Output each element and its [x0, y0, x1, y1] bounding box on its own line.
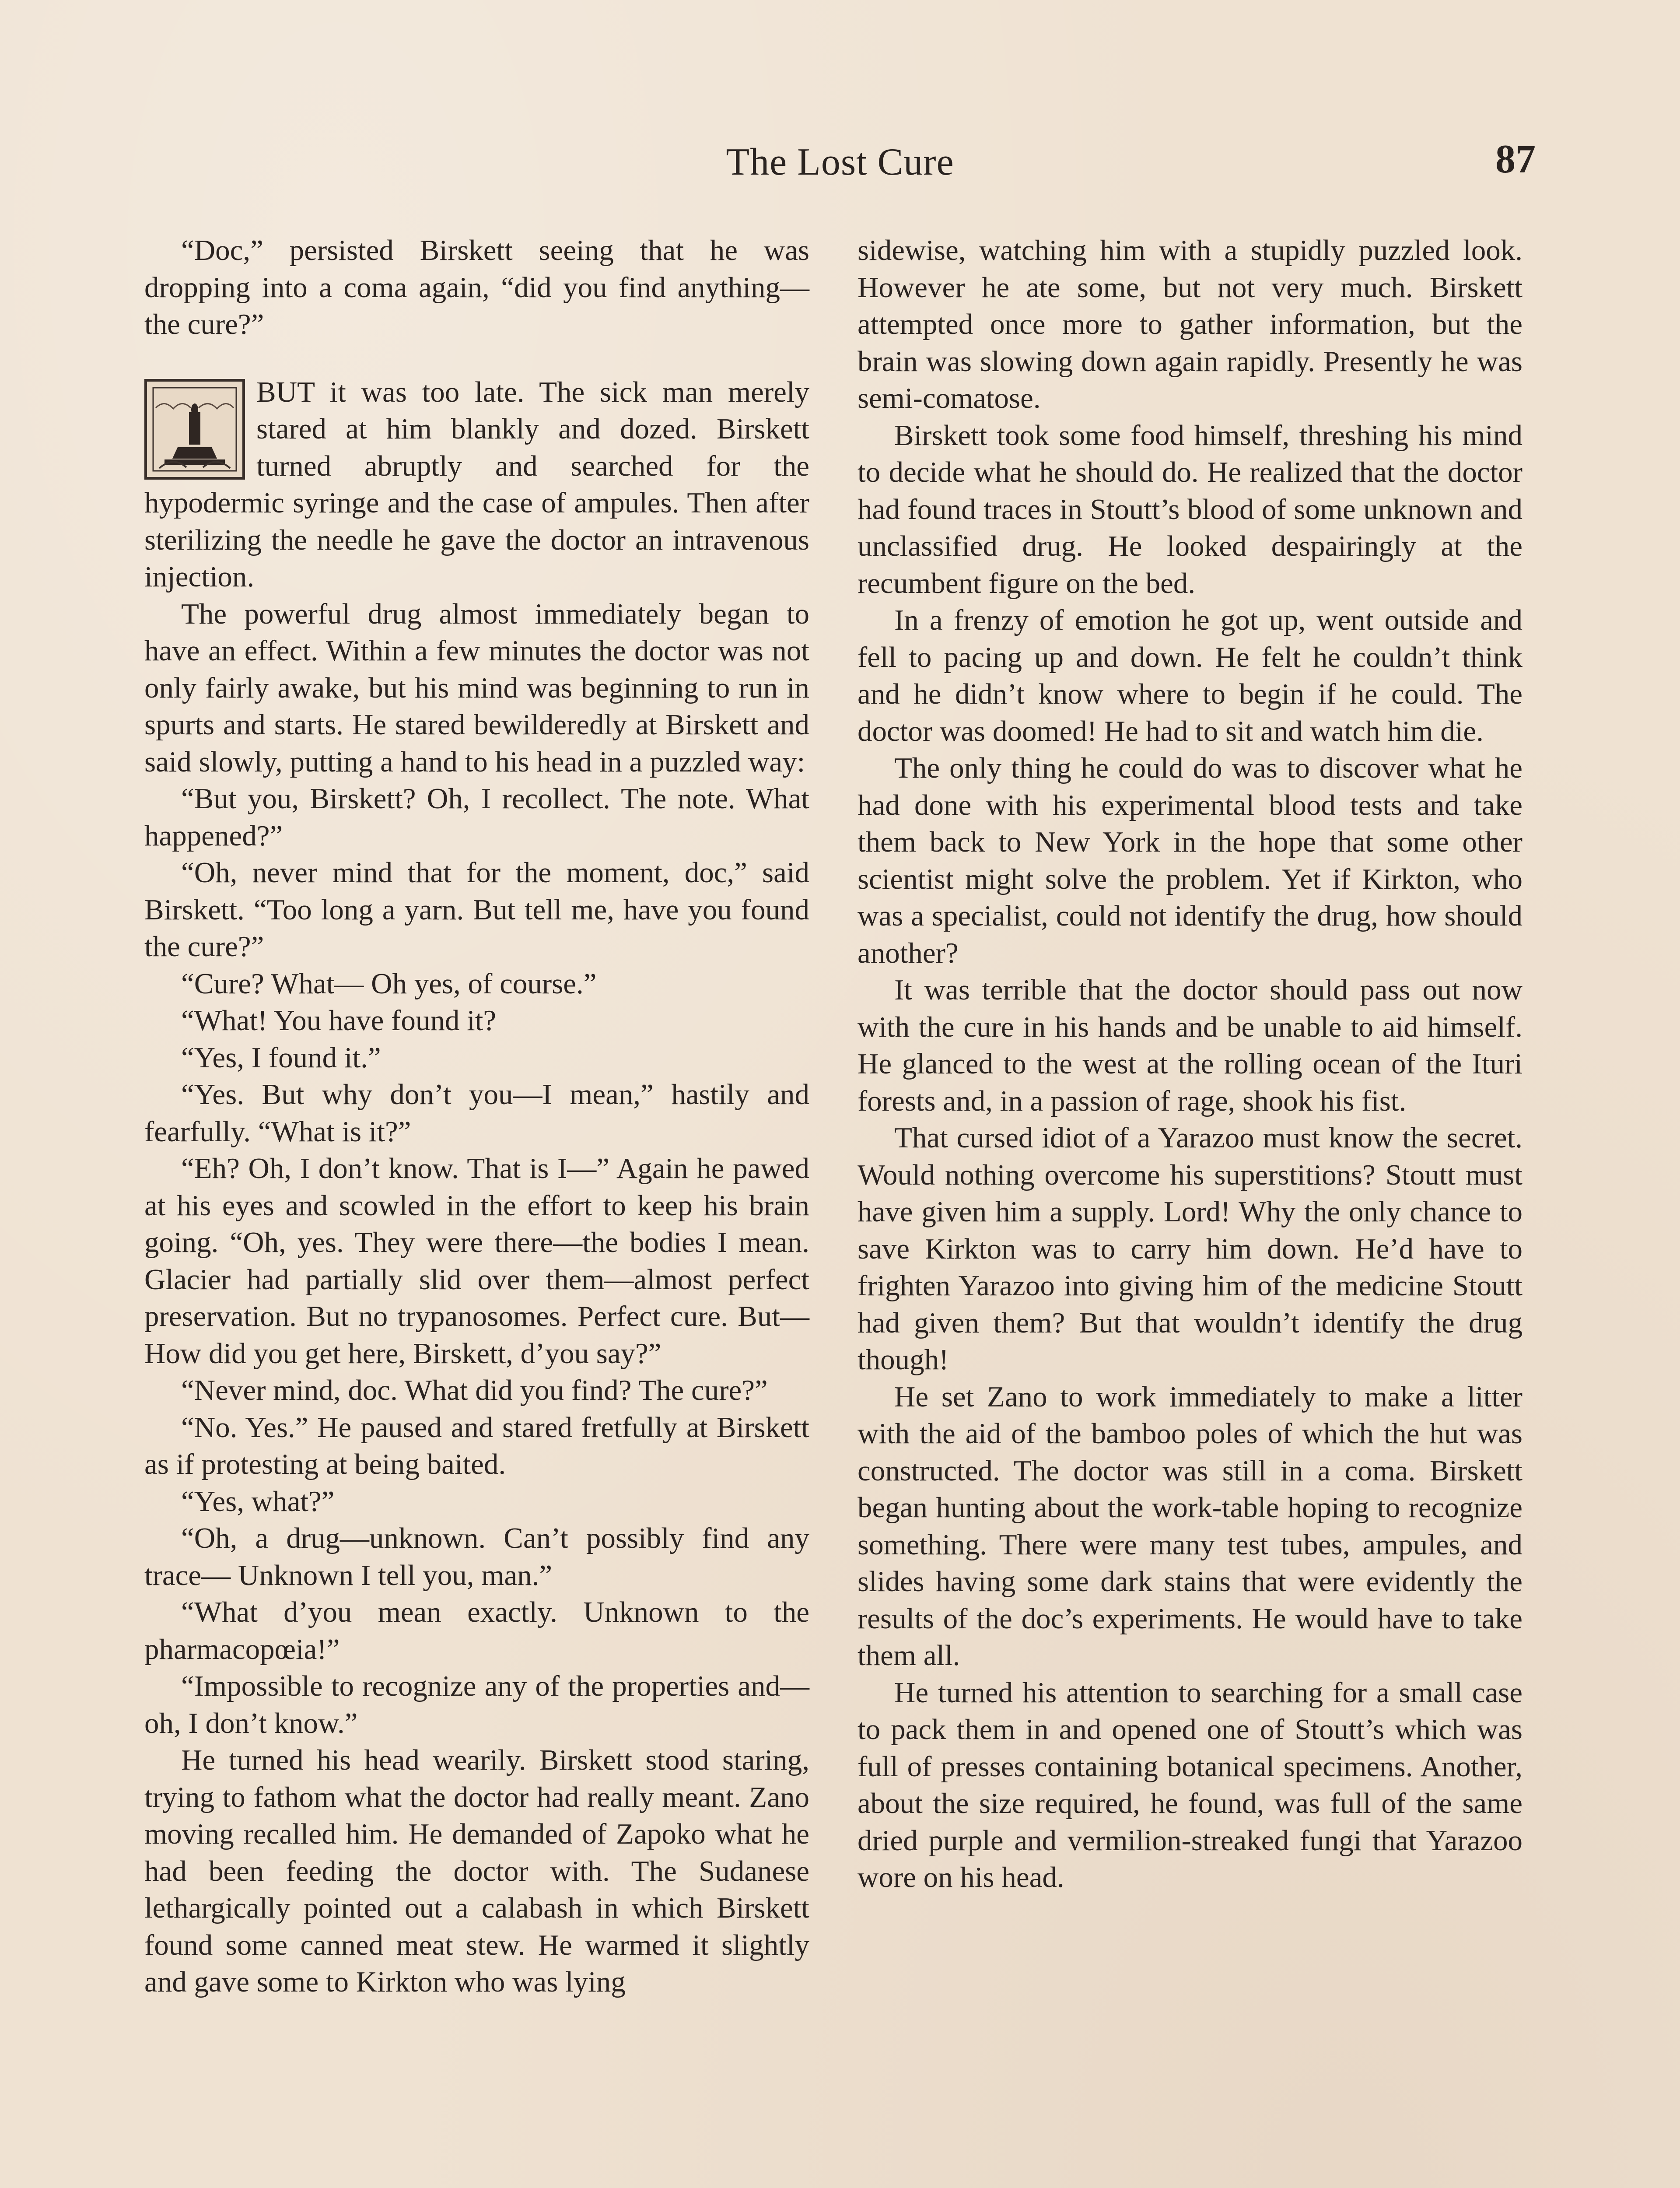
paragraph: “Impossible to recognize any of the properties and—oh, I don’t know.”	[144, 1670, 809, 1739]
paragraph-dropcap	[144, 374, 809, 596]
paragraph: Birskett took some food himself, threshing his mind to decide what he should do. He realized that the doctor had found traces in Stoutt’s blood of some unknown and unclassified drug. He looked despairingly at the recumbent figure on the bed.	[858, 419, 1522, 600]
lantern-drop-cap-icon	[144, 379, 245, 480]
paragraph: “Doc,” persisted Birskett seeing that he was dropping into a coma again, “did you find anything—the cure?”	[144, 234, 809, 340]
page-number: 87	[1495, 137, 1536, 181]
paragraph: “What d’you mean exactly. Unknown to the pharmacopœia!”	[144, 1596, 809, 1666]
paragraph: He turned his attention to searching for a small case to pack them in and opened one of Stoutt’s which was full of presses containing botanical specimens. Another, about the size required, he found, was full of the same dried purple and vermilion-streaked fungi that Yarazoo wore on his head.	[858, 1676, 1522, 1893]
paragraph: That cursed idiot of a Yarazoo must know the secret. Would nothing overcome his superstitions? Stoutt must have given him a supply. Lord! Why the only chance to save Kirkton was to carry him down. He’d have to frighten Yarazoo into giving him of the medicine Stoutt had given them? But that wouldn’t identify the drug though!	[858, 1122, 1522, 1376]
paragraph: “Yes. But why don’t you—I mean,” hastily and fearfully. “What is it?”	[144, 1078, 809, 1148]
paragraph: “Cure? What— Oh yes, of course.”	[181, 967, 597, 1000]
page-header	[144, 127, 1536, 193]
running-title: The Lost Cure	[726, 141, 954, 183]
paragraph: “But you, Birskett? Oh, I recollect. The note. What happened?”	[144, 782, 809, 852]
paragraph: “Yes, what?”	[181, 1485, 335, 1518]
paragraph: “Oh, a drug—unknown. Can’t possibly find any trace— Unknown I tell you, man.”	[144, 1522, 809, 1592]
paragraph: “Yes, I found it.”	[181, 1041, 381, 1074]
paragraph: sidewise, watching him with a stupidly puzzled look. However he ate some, but not very much. Birskett attempted once more to gather information, but the brain was slowing down again rapidly. Presently he was semi-comatose.	[858, 234, 1522, 414]
paragraph: “No. Yes.” He paused and stared fretfully at Birskett as if protesting at being baited.	[144, 1411, 809, 1480]
right-column	[858, 232, 1522, 1896]
paragraph-text: BUT it was too late. The sick man merely stared at him blankly and dozed. Birskett turned abruptly and searched for the hypodermic syringe and the case of ampules. Then after sterilizing the needle he gave the doctor an intravenous injection.	[144, 375, 809, 593]
paragraph: “What! You have found it?	[181, 1004, 497, 1037]
paragraph: He set Zano to work immediately to make a litter with the aid of the bamboo poles of which the hut was constructed. The doctor was still in a coma. Birskett began hunting about the work-table hoping to recognize something. There were many test tubes, ampules, and slides having some dark stains that were evidently the results of the doc’s experiments. He would have to take them all.	[858, 1380, 1522, 1672]
paragraph: “Oh, never mind that for the moment, doc,” said Birskett. “Too long a yarn. But tell me, have you found the cure?”	[144, 856, 809, 963]
paragraph: The powerful drug almost immediately began to have an effect. Within a few minutes the doctor was not only fairly awake, but his mind was beginning to run in spurts and starts. He stared bewilderedly at Birskett and said slowly, putting a hand to his head in a puzzled way:	[144, 597, 809, 778]
paragraph: In a frenzy of emotion he got up, went outside and fell to pacing up and down. He felt he couldn’t think and he didn’t know where to begin if he could. The doctor was doomed! He had to sit and watch him die.	[858, 604, 1522, 747]
paragraph: The only thing he could do was to discover what he had done with his experimental blood tests and take them back to New York in the hope that some other scientist might solve the problem. Yet if Kirkton, who was a specialist, could not identify the drug, how should another?	[858, 752, 1522, 969]
paragraph: “Never mind, doc. What did you find? The cure?”	[181, 1374, 768, 1406]
paragraph: “Eh? Oh, I don’t know. That is I—” Again he pawed at his eyes and scowled in the effort to keep his brain going. “Oh, yes. They were there—the bodies I mean. Glacier had partially slid over them—almost perfect preservation. But no trypanosomes. Perfect cure. But— How did you get here, Birskett, d’you say?”	[144, 1152, 809, 1370]
paragraph: It was terrible that the doctor should pass out now with the cure in his hands and be unable to aid himself. He glanced to the west at the rolling ocean of the Ituri forests and, in a passion of rage, shook his fist.	[858, 974, 1522, 1117]
left-column	[144, 232, 809, 2001]
paragraph: He turned his head wearily. Birskett stood staring, trying to fathom what the doctor had really meant. Zano moving recalled him. He demanded of Zapoko what he had been feeding the doctor with. The Sudanese lethargically pointed out a calabash in which Birskett found some canned meat stew. He warmed it slightly and gave some to Kirkton who was lying	[144, 1744, 809, 1998]
